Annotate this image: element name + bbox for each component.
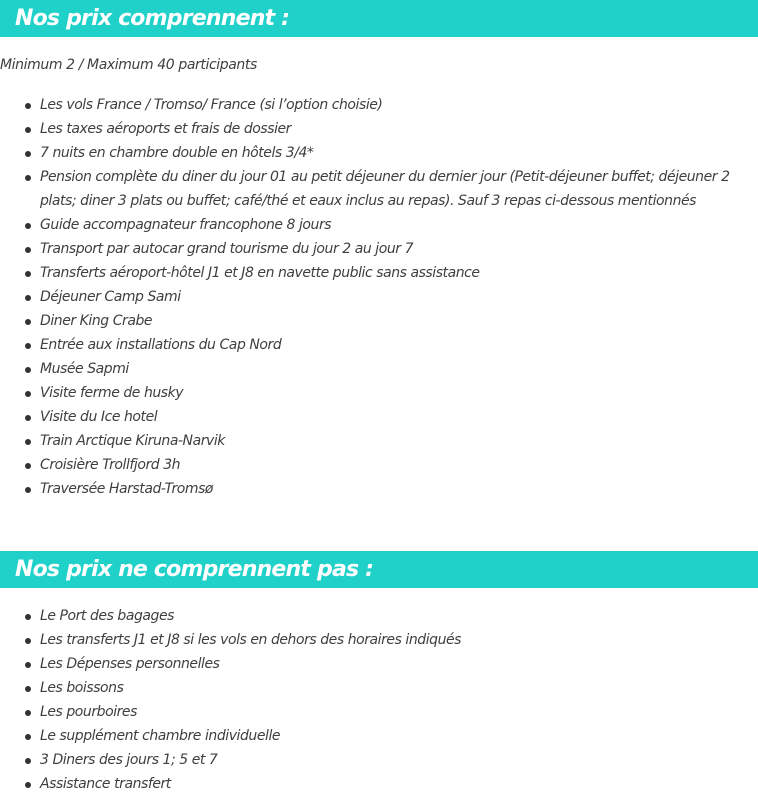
list-item [0, 141, 740, 165]
list-item [0, 772, 740, 796]
bullet-icon [25, 463, 31, 469]
list-item [0, 261, 740, 285]
list-item-text: Les taxes aéroports et frais de dossier [40, 121, 291, 137]
list-item-text: Entrée aux installations du Cap Nord [40, 337, 282, 353]
bullet-icon [25, 103, 31, 109]
list-item [0, 357, 740, 381]
bullet-icon [25, 439, 31, 445]
list-item-text: Croisière Trollfjord 3h [40, 457, 181, 473]
list-item [0, 748, 740, 772]
bullet-icon [25, 782, 31, 788]
list-item [0, 213, 740, 237]
list-item [0, 285, 740, 309]
list-item-text: Assistance transfert [40, 776, 171, 792]
list-item [0, 237, 740, 261]
list-item-text: Traversée Harstad-Tromsø [40, 481, 214, 497]
bullet-icon [25, 662, 31, 668]
list-item-text: Visite ferme de husky [40, 385, 184, 401]
list-item [0, 652, 740, 676]
bullet-icon [25, 295, 31, 301]
list-item [0, 604, 740, 628]
list-item-text: Les Dépenses personnelles [40, 656, 220, 672]
bullet-icon [25, 223, 31, 229]
list-item [0, 429, 740, 453]
bullet-icon [25, 343, 31, 349]
list-item [0, 309, 740, 333]
bullet-icon [25, 734, 31, 740]
included-banner [0, 0, 758, 37]
excluded-banner [0, 551, 758, 588]
list-item [0, 117, 740, 141]
list-item [0, 453, 740, 477]
list-item-text: Diner King Crabe [40, 313, 153, 329]
list-item [0, 381, 740, 405]
list-item [0, 333, 740, 357]
list-item-text: Transferts aéroport-hôtel J1 et J8 en navette public sans assistance [40, 265, 480, 281]
bullet-icon [25, 614, 31, 620]
list-item-text: Le Port des bagages [40, 608, 174, 624]
bullet-icon [25, 367, 31, 373]
list-item [0, 93, 740, 117]
list-item [0, 165, 740, 213]
bullet-icon [25, 319, 31, 325]
bullet-icon [25, 391, 31, 397]
list-item-text: Pension complète du diner du jour 01 au petit déjeuner du dernier jour (Petit-déjeuner buffet; déjeuner 2 plats; diner 3 plats ou buffet; café/thé et eaux inclus au repas). Sauf 3 repas ci-dessous mentionnés [40, 169, 730, 209]
list-item-text: Musée Sapmi [40, 361, 129, 377]
excluded-list [0, 604, 740, 796]
bullet-icon [25, 415, 31, 421]
list-item [0, 724, 740, 748]
included-title: Nos prix comprennent : [15, 6, 290, 31]
list-item [0, 676, 740, 700]
bullet-icon [25, 271, 31, 277]
list-item-text: Le supplément chambre individuelle [40, 728, 281, 744]
list-item-text: Les vols France / Tromso/ France (si l’option choisie) [40, 97, 383, 113]
excluded-title: Nos prix ne comprennent pas : [15, 557, 374, 582]
bullet-icon [25, 638, 31, 644]
list-item-text: Les boissons [40, 680, 124, 696]
list-item-text: Transport par autocar grand tourisme du jour 2 au jour 7 [40, 241, 414, 257]
list-item [0, 700, 740, 724]
list-item [0, 477, 740, 501]
bullet-icon [25, 175, 31, 181]
list-item [0, 405, 740, 429]
list-item-text: Guide accompagnateur francophone 8 jours [40, 217, 332, 233]
bullet-icon [25, 710, 31, 716]
list-item-text: Les transferts J1 et J8 si les vols en dehors des horaires indiqués [40, 632, 462, 648]
bullet-icon [25, 758, 31, 764]
bullet-icon [25, 247, 31, 253]
list-item-text: 3 Diners des jours 1; 5 et 7 [40, 752, 218, 768]
included-list [0, 93, 740, 501]
list-item-text: 7 nuits en chambre double en hôtels 3/4* [40, 145, 314, 161]
list-item-text: Train Arctique Kiruna-Narvik [40, 433, 225, 449]
list-item-text: Visite du Ice hotel [40, 409, 158, 425]
bullet-icon [25, 686, 31, 692]
list-item-text: Déjeuner Camp Sami [40, 289, 181, 305]
list-item-text: Les pourboires [40, 704, 137, 720]
bullet-icon [25, 487, 31, 493]
bullet-icon [25, 151, 31, 157]
participants-note: Minimum 2 / Maximum 40 participants [0, 57, 257, 73]
bullet-icon [25, 127, 31, 133]
list-item [0, 628, 740, 652]
